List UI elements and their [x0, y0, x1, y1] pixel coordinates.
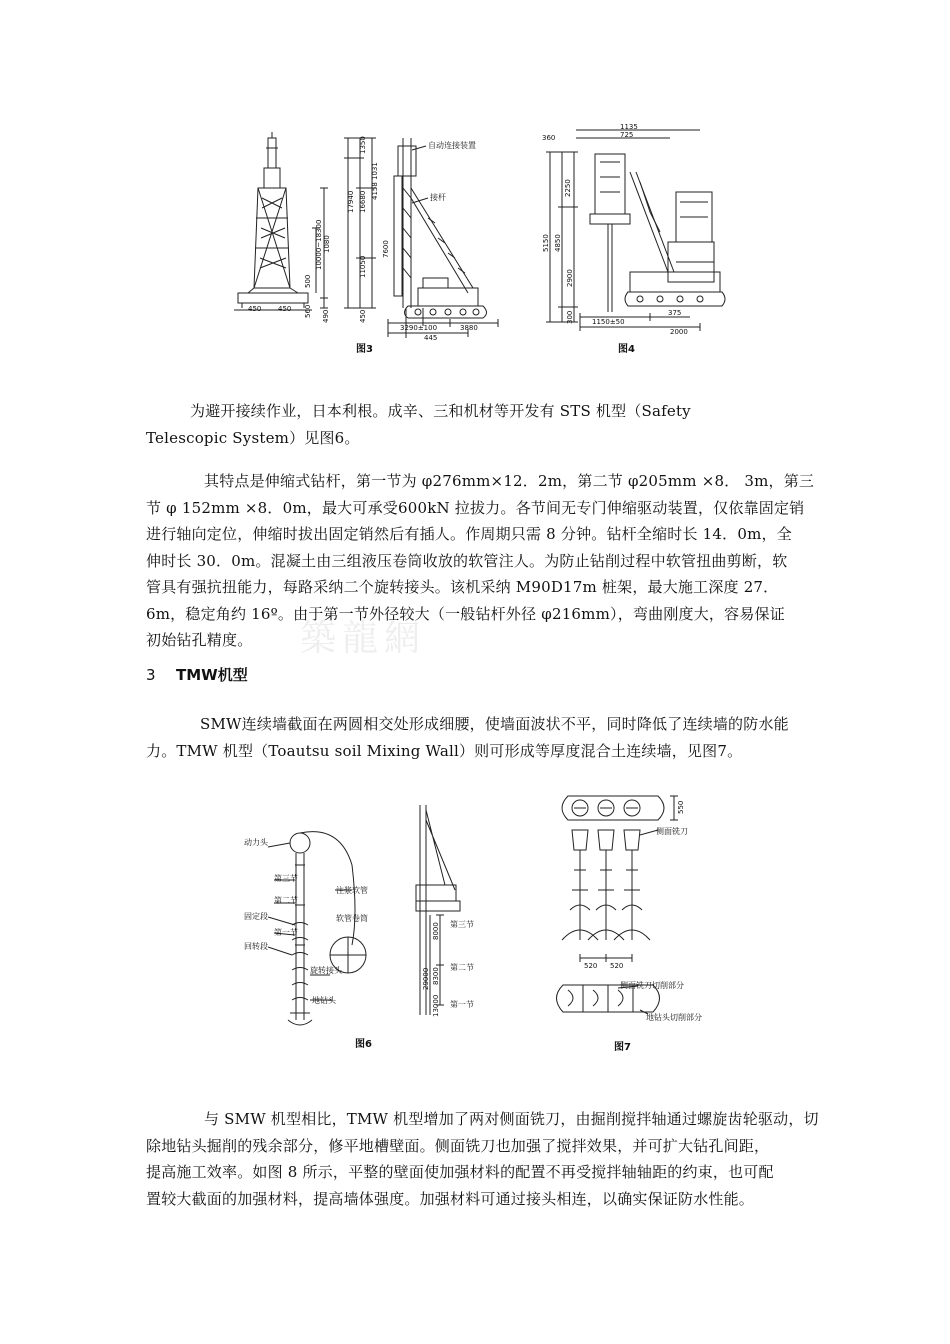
fig3-dim: 490 — [322, 309, 330, 323]
fig7-label: 侧面铣刀 — [656, 827, 688, 836]
fig3-dim: 10000~18300 — [315, 219, 323, 270]
section-heading — [146, 664, 248, 685]
text-line: 6m，稳定角约 16º。由于第一节外径较大（一般钻杆外径 φ216mm），弯曲刚度大，容易保证 — [146, 604, 785, 623]
text-line: 其特点是伸缩式钻杆，第一节为 φ276mm×12．2m，第二节 φ205mm ×8． 3m，第三 — [204, 472, 815, 490]
fig6-dim: 8300 — [432, 967, 440, 985]
fig3-dim: 17940 — [347, 190, 355, 213]
fig3-dim: 1080 — [323, 235, 331, 253]
section-title: TMW机型 — [176, 666, 248, 684]
fig6-label: 动力头 — [244, 838, 268, 847]
fig6-label: 第一节 — [274, 928, 298, 937]
figure-7-drawing — [548, 790, 708, 1060]
fig3-dim: 445 — [424, 334, 438, 342]
fig4-dim: 2250 — [564, 179, 572, 197]
fig7-caption: 图7 — [614, 1042, 631, 1053]
fig6-dim: 8000 — [432, 922, 440, 940]
text-line: 与 SMW 机型相比，TMW 机型增加了两对侧面铣刀，由掘削搅拌轴通过螺旋齿轮驱动，切 — [204, 1110, 819, 1128]
fig4-dim: 300 — [566, 310, 574, 324]
text-line: 力。TMW 机型（Toautsu soil Mixing Wall）则可形成等厚度混合土连续墙，见图7。 — [146, 741, 743, 760]
text-line: 节 φ 152mm ×8．0m，最大可承受600kN 拉拔力。各节间无专门伸缩驱动装置，仅依靠固定销 — [146, 498, 805, 517]
text-line: 初始钻孔精度。 — [146, 631, 253, 649]
fig3-dim: 7600 — [382, 240, 390, 258]
fig7-dim: 550 — [677, 800, 685, 814]
fig3-dim: 450 — [248, 305, 262, 313]
text-line: 为避开接续作业，日本利根。成辛、三和机材等开发有 STS 机型（Safety — [190, 402, 691, 420]
paragraph-tmw-intro — [146, 711, 806, 764]
text-line: SMW连续墙截面在两圆相交处形成细腰，使墙面波状不平，同时降低了连续墙的防水能 — [200, 715, 789, 733]
fig6-label: 第三节 — [274, 874, 298, 883]
fig7-label: 侧面铣刀切削部分 — [620, 981, 684, 990]
fig3-dim: 3290±100 — [400, 324, 438, 332]
fig3-dim: 1031 — [371, 162, 379, 180]
fig3-dim: 16680 — [359, 190, 367, 213]
fig3-dim: 1350 — [359, 136, 367, 154]
fig6-label: 软管卷筒 — [336, 914, 368, 923]
paragraph-tmw-comparison — [146, 1106, 819, 1212]
fig3-dim: 560 — [304, 304, 312, 318]
fig4-dim: 725 — [620, 131, 634, 139]
fig4-caption: 图4 — [618, 344, 635, 355]
figure-3-drawing — [228, 128, 508, 358]
text-line: Telescopic System）见图6。 — [146, 428, 360, 447]
fig4-dim: 4850 — [554, 234, 562, 252]
paragraph-sts-intro — [146, 398, 806, 451]
fig3-dim: 450 — [359, 309, 367, 323]
fig6-label: 第二节 — [274, 896, 298, 905]
text-line: 置较大截面的加强材料，提高墙体强度。加强材料可通过接头相连，以确实保证防水性能。 — [146, 1189, 755, 1208]
fig6-label: 固定段 — [244, 912, 268, 921]
fig6-label: 地钻头 — [312, 996, 336, 1005]
fig4-dim: 1135 — [620, 123, 638, 131]
paragraph-sts-features — [146, 468, 815, 654]
figure-4-drawing — [540, 122, 730, 358]
fig4-dim: 2900 — [566, 269, 574, 287]
fig3-dim: 450 — [278, 305, 292, 313]
fig6-label: 第二节 — [450, 963, 474, 972]
fig6-dim: 29000 — [422, 967, 430, 990]
figure-6 — [240, 795, 500, 1055]
fig3-label: 自动连接装置 — [428, 141, 476, 150]
fig6-dim: 13000 — [432, 994, 440, 1017]
fig3-label: 接杆 — [430, 193, 446, 202]
fig3-dim: 3880 — [460, 324, 478, 332]
fig4-dim: 5150 — [542, 234, 550, 252]
fig6-label: 旋转接头 — [310, 966, 342, 975]
section-number: 3 — [146, 666, 156, 684]
fig6-label: 第三节 — [450, 920, 474, 929]
figure-7 — [548, 790, 708, 1060]
figure-6-drawing — [240, 795, 500, 1055]
text-line: 进行轴向定位，伸缩时拔出固定销然后有插人。作周期只需 8 分钟。钻杆全缩时长 14．0m，全 — [146, 525, 792, 543]
fig3-dim: 4158 — [371, 182, 379, 200]
fig4-dim: 360 — [542, 134, 556, 142]
text-line: 除地钻头掘削的残余部分，修平地槽壁面。侧面铣刀也加强了搅拌效果，并可扩大钻孔间距， — [146, 1136, 770, 1155]
text-line: 伸时长 30．0m。混凝土由三组液压卷筒收放的软管注人。为防止钻削过程中软管扭曲剪断，软 — [146, 551, 788, 570]
fig3-dim: 500 — [304, 274, 312, 288]
figure-3 — [228, 128, 508, 358]
fig7-dim: 520 — [584, 962, 598, 970]
fig7-label: 地钻头切削部分 — [646, 1013, 702, 1022]
fig6-label: 回转段 — [244, 942, 268, 951]
fig6-label: 第一节 — [450, 1000, 474, 1009]
fig3-caption: 图3 — [356, 344, 373, 355]
fig4-dim: 1150±50 — [592, 318, 625, 326]
fig3-dim: 11050 — [359, 255, 367, 278]
fig4-dim: 375 — [668, 309, 682, 317]
text-line: 提高施工效率。如图 8 所示，平整的壁面使加强材料的配置不再受搅拌轴轴距的约束，也可配 — [146, 1163, 774, 1181]
watermark: 築龍網 — [300, 618, 427, 659]
fig6-caption: 图6 — [355, 1039, 372, 1050]
fig7-dim: 520 — [610, 962, 624, 970]
text-line: 管具有强抗扭能力，每路采纳二个旋转接头。该机采纳 M90D17m 桩架，最大施工深度 27． — [146, 578, 779, 596]
fig4-dim: 2000 — [670, 328, 688, 336]
figure-4 — [540, 122, 730, 358]
fig6-label: 注浆软管 — [336, 886, 368, 895]
